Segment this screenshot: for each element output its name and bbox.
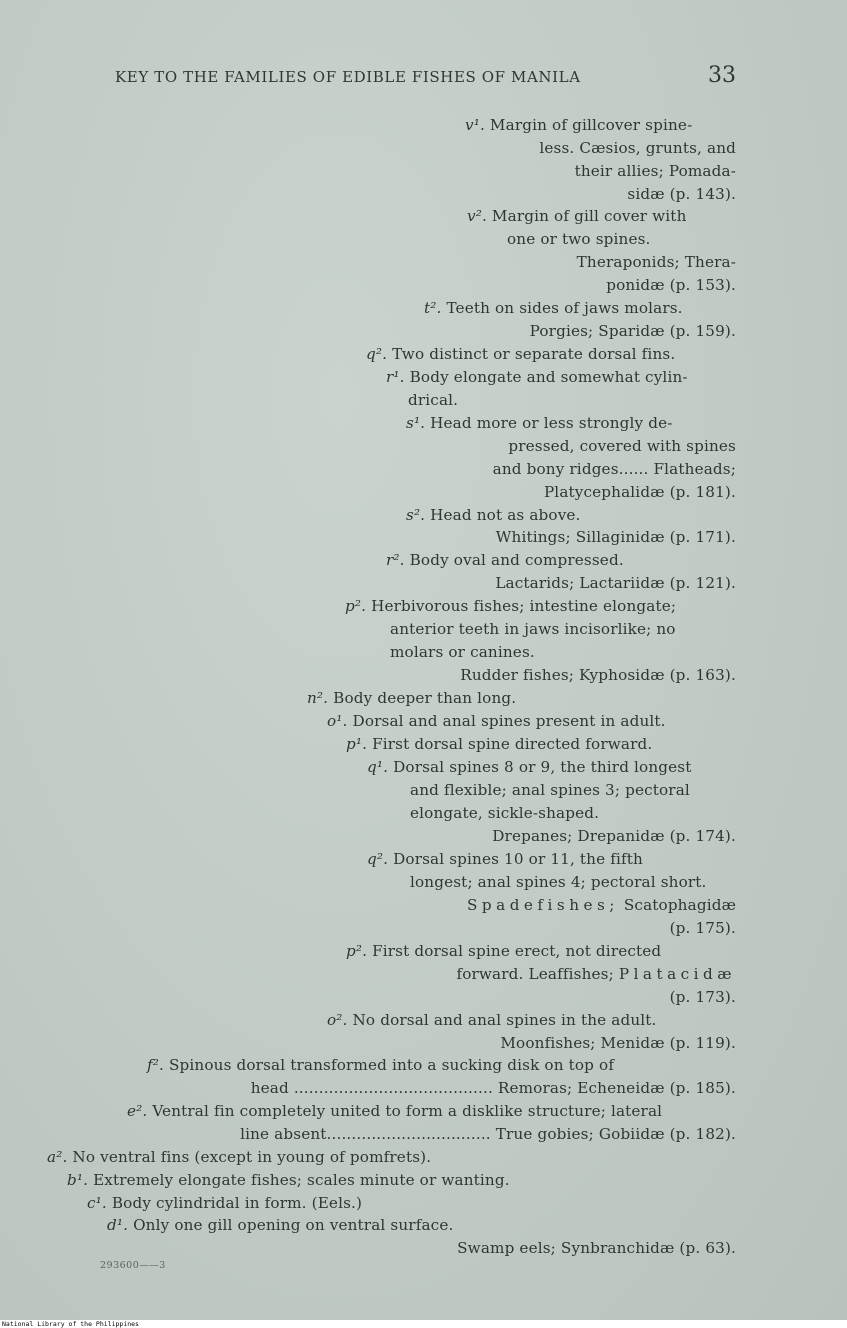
key-marker: p². (346, 942, 368, 960)
key-text: First dorsal spine directed forward. (367, 735, 653, 753)
key-text: Body elongate and somewhat cylin- (404, 368, 688, 386)
page-number: 33 (708, 63, 736, 88)
key-text: No ventral fins (except in young of pomfrets). (67, 1148, 432, 1166)
key-marker: r¹. (386, 368, 405, 386)
family-name-spaced: Platacidæ (618, 965, 736, 983)
key-text: Dorsal spines 8 or 9, the third longest (388, 758, 692, 776)
key-entry (67, 1170, 510, 1190)
key-entry-continuation: ponidæ (p. 153). (606, 276, 736, 294)
key-text: Only one gill opening on ventral surface. (128, 1216, 454, 1234)
key-text: Ventral fin completely united to form a disklike structure; lateral (147, 1102, 663, 1120)
key-marker: b¹. (67, 1171, 89, 1189)
key-entry (327, 711, 666, 731)
key-entry (386, 550, 624, 570)
key-entry-continuation (456, 964, 736, 984)
key-entry (367, 849, 643, 869)
key-marker: s¹. (406, 414, 426, 432)
key-entry (366, 344, 675, 364)
key-entry-continuation: their allies; Pomada- (574, 162, 736, 180)
key-entry-continuation: one or two spines. (507, 230, 651, 248)
key-marker: d¹. (107, 1216, 129, 1234)
key-entry (367, 757, 691, 777)
key-marker: n². (307, 689, 329, 707)
key-marker: q¹. (367, 758, 389, 776)
key-text: Two distinct or separate dorsal fins. (387, 345, 676, 363)
key-text: Body oval and compressed. (404, 551, 624, 569)
key-marker: a². (47, 1148, 68, 1166)
key-text: Dorsal and anal spines present in adult. (347, 712, 666, 730)
key-entry (346, 734, 652, 754)
key-entry-continuation: line absent................................. True gobies; Gobiidæ (p. 182). (240, 1125, 736, 1143)
key-entry (467, 206, 687, 226)
key-text: Dorsal spines 10 or 11, the fifth (388, 850, 643, 868)
key-entry-continuation: Porgies; Sparidæ (p. 159). (529, 322, 736, 340)
key-marker: o². (327, 1011, 348, 1029)
key-text: Body cylindridal in form. (Eels.) (106, 1194, 363, 1212)
key-entry-continuation: Moonfishes; Menidæ (p. 119). (500, 1034, 736, 1052)
key-entry-continuation: and bony ridges...... Flatheads; (492, 460, 736, 478)
key-entry-continuation (467, 895, 736, 915)
library-credit: National Library of the Philippines (2, 1320, 139, 1328)
key-entry-continuation: Lactarids; Lactariidæ (p. 121). (495, 574, 736, 592)
key-marker: c¹. (87, 1194, 107, 1212)
key-entry-continuation: and flexible; anal spines 3; pectoral (410, 781, 690, 799)
key-entry-continuation: anterior teeth in jaws incisorlike; no (390, 620, 676, 638)
key-entry (406, 505, 581, 525)
printer-signature-code: 293600——3 (100, 1260, 166, 1271)
key-marker: r². (386, 551, 405, 569)
key-entry-continuation: (p. 175). (669, 919, 736, 937)
key-marker: v². (467, 207, 487, 225)
key-entry-continuation: pressed, covered with spines (508, 437, 736, 455)
key-entry (147, 1055, 614, 1075)
running-header (0, 63, 847, 92)
key-text: Head not as above. (425, 506, 581, 524)
key-entry-continuation: longest; anal spines 4; pectoral short. (410, 873, 707, 891)
key-text: Herbivorous fishes; intestine elongate; (366, 597, 677, 615)
key-entry-continuation: Platycephalidæ (p. 181). (543, 483, 736, 501)
family-name: Scatophagidæ (618, 896, 736, 914)
key-entry-continuation: Drepanes; Drepanidæ (p. 174). (492, 827, 736, 845)
key-entry-continuation: Theraponids; Thera- (576, 253, 736, 271)
key-text: Teeth on sides of jaws molars. (441, 299, 683, 317)
key-text: First dorsal spine erect, not directed (367, 942, 662, 960)
key-entry-continuation: molars or canines. (390, 643, 535, 661)
key-entry (424, 298, 683, 318)
key-text: Body deeper than long. (328, 689, 517, 707)
key-marker: q². (367, 850, 389, 868)
running-header-title: KEY TO THE FAMILIES OF EDIBLE FISHES OF MANILA (115, 68, 581, 86)
key-entry (87, 1193, 362, 1213)
key-entry-continuation: Whitings; Sillaginidæ (p. 171). (495, 528, 736, 546)
key-entry-continuation: (p. 173). (669, 988, 736, 1006)
key-entry (346, 941, 661, 961)
key-entry (307, 688, 516, 708)
key-text: Margin of gill cover with (486, 207, 687, 225)
key-entry (386, 367, 688, 387)
key-marker: p¹. (346, 735, 368, 753)
key-marker: t². (424, 299, 442, 317)
key-marker: f². (147, 1056, 164, 1074)
key-text: Spinous dorsal transformed into a sucking disk on top of (164, 1056, 615, 1074)
key-entry-continuation: elongate, sickle-shaped. (410, 804, 600, 822)
key-entry-continuation: head ........................................ Remoras; Echeneidæ (p. 185). (250, 1079, 736, 1097)
family-name-spaced: Spadefishes; (467, 896, 619, 914)
key-marker: q². (366, 345, 388, 363)
key-entry-continuation: sidæ (p. 143). (627, 185, 736, 203)
key-entry-continuation: Rudder fishes; Kyphosidæ (p. 163). (460, 666, 736, 684)
key-text: Extremely elongate fishes; scales minute or wanting. (88, 1171, 510, 1189)
key-entry (327, 1010, 657, 1030)
key-entry (127, 1101, 662, 1121)
key-entry (406, 413, 673, 433)
key-marker: p². (345, 597, 367, 615)
key-text: Head more or less strongly de- (425, 414, 673, 432)
key-text: No dorsal and anal spines in the adult. (347, 1011, 657, 1029)
key-entry-continuation: drical. (408, 391, 459, 409)
key-entry-continuation: less. Cæsios, grunts, and (539, 139, 736, 157)
key-entry (107, 1215, 453, 1235)
key-marker: s². (406, 506, 426, 524)
key-entry (47, 1147, 431, 1167)
key-marker: e². (127, 1102, 148, 1120)
key-entry (465, 115, 692, 135)
common-name: forward. Leaffishes; (456, 965, 619, 983)
key-marker: o¹. (327, 712, 348, 730)
key-entry (345, 596, 676, 616)
key-marker: v¹. (465, 116, 485, 134)
key-text: Margin of gillcover spine- (484, 116, 693, 134)
key-entry-continuation: Swamp eels; Synbranchidæ (p. 63). (457, 1239, 736, 1257)
